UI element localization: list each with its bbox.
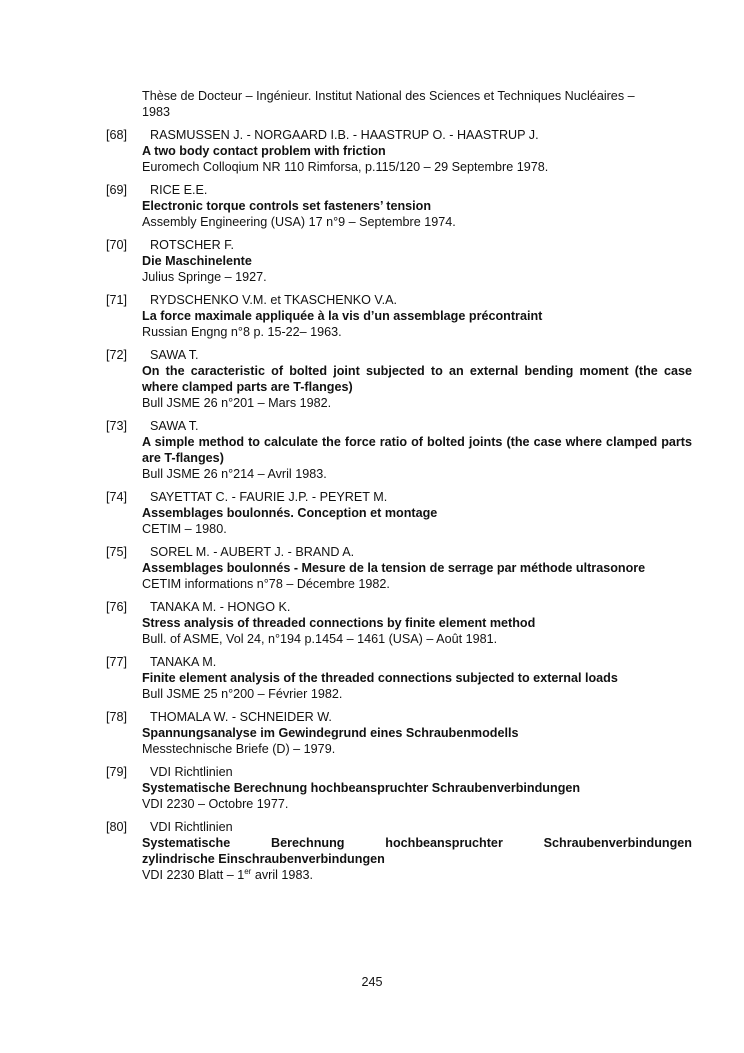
reference-number: [80] (106, 820, 128, 834)
reference-source: CETIM – 1980. (142, 522, 227, 536)
reference-title: Spannungsanalyse im Gewindegrund eines Schraubenmodells (142, 726, 519, 740)
source-text: avril 1983. (251, 868, 313, 882)
reference-authors: SAWA T. (150, 348, 199, 362)
reference-item (106, 237, 692, 285)
reference-authors: RASMUSSEN J. - NORGAARD I.B. - HAASTRUP O. - HAASTRUP J. (150, 128, 539, 142)
reference-item (106, 819, 692, 883)
reference-authors: SAWA T. (150, 419, 199, 433)
reference-item (106, 599, 692, 647)
reference-source: Bull JSME 26 n°201 – Mars 1982. (142, 396, 332, 410)
reference-authors: TANAKA M. (150, 655, 217, 669)
reference-source: VDI 2230 – Octobre 1977. (142, 797, 289, 811)
reference-item (106, 418, 692, 482)
reference-authors: TANAKA M. - HONGO K. (150, 600, 291, 614)
reference-number: [70] (106, 238, 128, 252)
reference-item (106, 654, 692, 702)
reference-title: Assemblages boulonnés. Conception et montage (142, 506, 438, 520)
reference-item (106, 544, 692, 592)
reference-number: [78] (106, 710, 128, 724)
reference-authors: THOMALA W. - SCHNEIDER W. (150, 710, 332, 724)
reference-authors: RICE E.E. (150, 183, 208, 197)
reference-title: Systematische Berechnung hochbeanspruchter Schraubenverbindungen (142, 781, 581, 795)
reference-title-line: Systematische Berechnung hochbeanspruchter Schraubenverbindungen (142, 836, 692, 850)
reference-title: A two body contact problem with friction (142, 144, 386, 158)
reference-source: Bull JSME 25 n°200 – Février 1982. (142, 687, 343, 701)
continuation-line: 1983 (142, 105, 171, 119)
reference-item (106, 489, 692, 537)
reference-number: [76] (106, 600, 128, 614)
reference-authors: SOREL M. - AUBERT J. - BRAND A. (150, 545, 355, 559)
reference-item (106, 127, 692, 175)
reference-number: [72] (106, 348, 128, 362)
reference-source: Russian Engng n°8 p. 15-22– 1963. (142, 325, 342, 339)
reference-title: Assemblages boulonnés - Mesure de la tension de serrage par méthode ultrasonore (142, 561, 646, 575)
reference-number: [79] (106, 765, 128, 779)
reference-item (106, 764, 692, 812)
source-text: VDI 2230 Blatt – 1 (142, 868, 245, 882)
reference-number: [77] (106, 655, 128, 669)
reference-list (106, 127, 692, 890)
reference-source: Euromech Colloqium NR 110 Rimforsa, p.115/120 – 29 Septembre 1978. (142, 160, 549, 174)
reference-item (106, 347, 692, 411)
reference-authors: VDI Richtlinien (150, 820, 233, 834)
reference-title: On the caracteristic of bolted joint subjected to an external bending moment (the case where clamped parts are T-flanges) (142, 364, 692, 394)
reference-source: CETIM informations n°78 – Décembre 1982. (142, 577, 390, 591)
reference-item (106, 182, 692, 230)
reference-number: [73] (106, 419, 128, 433)
reference-number: [69] (106, 183, 128, 197)
reference-title-line: zylindrische Einschraubenverbindungen (142, 852, 385, 866)
continuation-line: Thèse de Docteur – Ingénieur. Institut National des Sciences et Techniques Nucléaires – (142, 89, 635, 103)
reference-title: Finite element analysis of the threaded connections subjected to external loads (142, 671, 618, 685)
reference-title: La force maximale appliquée à la vis d’un assemblage précontraint (142, 309, 543, 323)
reference-item (106, 709, 692, 757)
reference-continuation (142, 88, 692, 120)
reference-source: Bull. of ASME, Vol 24, n°194 p.1454 – 1461 (USA) – Août 1981. (142, 632, 498, 646)
reference-authors: RYDSCHENKO V.M. et TKASCHENKO V.A. (150, 293, 398, 307)
reference-number: [68] (106, 128, 128, 142)
reference-source: Messtechnische Briefe (D) – 1979. (142, 742, 336, 756)
reference-source: Assembly Engineering (USA) 17 n°9 – Septembre 1974. (142, 215, 456, 229)
reference-source: Bull JSME 26 n°214 – Avril 1983. (142, 467, 327, 481)
page-number: 245 (361, 975, 383, 989)
reference-title: Stress analysis of threaded connections by finite element method (142, 616, 536, 630)
reference-title: Die Maschinelente (142, 254, 252, 268)
reference-number: [71] (106, 293, 128, 307)
reference-title: Electronic torque controls set fasteners’ tension (142, 199, 432, 213)
reference-source: Julius Springe – 1927. (142, 270, 267, 284)
reference-source (142, 867, 692, 883)
reference-number: [74] (106, 490, 128, 504)
reference-title: A simple method to calculate the force ratio of bolted joints (the case where clamped parts are T-flanges) (142, 435, 692, 465)
reference-item (106, 292, 692, 340)
source-superscript: er (244, 867, 252, 876)
reference-authors: SAYETTAT C. - FAURIE J.P. - PEYRET M. (150, 490, 388, 504)
reference-authors: ROTSCHER F. (150, 238, 234, 252)
reference-authors: VDI Richtlinien (150, 765, 233, 779)
reference-number: [75] (106, 545, 128, 559)
